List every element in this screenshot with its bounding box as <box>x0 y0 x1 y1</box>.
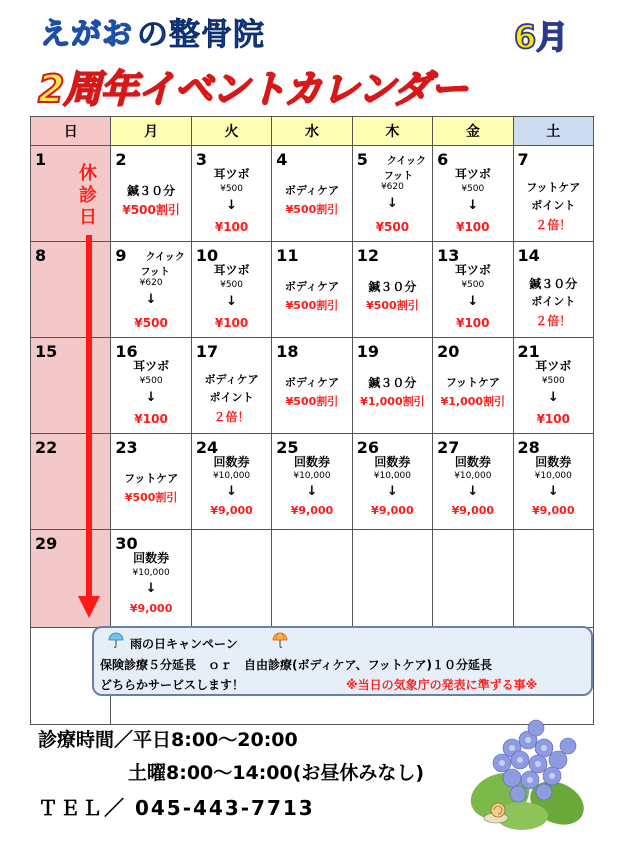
day-cell-7 <box>513 146 593 242</box>
event-name: ポイント <box>209 391 254 404</box>
day-cell-10 <box>191 242 271 338</box>
weekday-thu: 木 <box>352 117 432 146</box>
hours-weekday: 診療時間／平日8:00～20:00 <box>38 729 298 751</box>
arrow-down-icon: ↓ <box>226 294 237 309</box>
event-price: ¥10,000 <box>132 568 170 578</box>
arrow-down-icon: ↓ <box>467 484 479 499</box>
event-name: ボディケア <box>204 373 259 386</box>
event-name: フット <box>383 171 414 182</box>
page-title: 2周年イベントカレンダー <box>38 67 467 111</box>
event-name: 耳ツボ <box>454 263 491 277</box>
event-price: ¥10,000 <box>212 471 251 481</box>
day-cell-26 <box>352 434 432 530</box>
event-name: 回数券 <box>213 455 250 469</box>
day-cell-25 <box>272 434 352 530</box>
event-name: 耳ツボ <box>133 359 170 373</box>
event-price: ¥500 <box>220 184 243 194</box>
event-price: ¥9,000 <box>290 504 334 517</box>
event-bonus: ２倍！ <box>535 314 572 328</box>
event-name: クイック <box>386 156 427 167</box>
day-number: 20 <box>437 342 460 361</box>
arrow-down-icon: ↓ <box>386 484 398 499</box>
day-cell-18 <box>272 338 352 434</box>
day-cell-9 <box>111 242 191 338</box>
event-name: 耳ツボ <box>213 263 250 277</box>
event-name: 耳ツボ <box>213 167 250 181</box>
day-cell-23 <box>111 434 191 530</box>
event-name: クイック <box>145 252 185 263</box>
event-name: フットケア <box>124 472 179 485</box>
event-name: 鍼３０分 <box>368 280 417 294</box>
day-cell-2 <box>111 146 191 242</box>
campaign-note: ※当日の気象庁の発表に準ずる事※ <box>346 678 538 692</box>
day-number: 9 <box>115 246 127 265</box>
event-price: ¥100 <box>456 220 490 234</box>
event-name: 鍼３０分 <box>529 277 578 291</box>
day-cell-13 <box>433 242 513 338</box>
event-name: ボディケア <box>284 184 340 197</box>
weekday-fri: 金 <box>433 117 513 146</box>
day-cell-15 <box>31 338 111 434</box>
campaign-detail: 保険診療５分延長 ｏｒ 自由診療(ボディケア、フットケア)１０分延長 <box>100 658 492 672</box>
day-cell-16 <box>111 338 191 434</box>
hours-saturday: 土曜8:00～14:00(お昼休みなし) <box>128 762 425 784</box>
day-cell-17 <box>191 338 271 434</box>
event-price: ¥500割引 <box>122 203 180 217</box>
weekday-sun: 日 <box>31 117 111 146</box>
closed-char: 日 <box>79 207 97 228</box>
day-number: 15 <box>35 342 58 361</box>
event-price: ¥500 <box>220 280 243 290</box>
event-bonus: ２倍！ <box>535 218 572 232</box>
closed-arrow-shaft <box>86 235 92 599</box>
day-cell-20 <box>433 338 513 434</box>
weekday-wed: 水 <box>272 117 352 146</box>
event-price: ¥500 <box>375 220 410 234</box>
event-price: ¥620 <box>380 182 404 192</box>
empty-cell <box>352 530 432 628</box>
empty-cell <box>433 530 513 628</box>
phone-number: ＴＥＬ／ 045-443-7713 <box>38 796 315 820</box>
day-number: 10 <box>195 246 219 265</box>
arrow-down-icon: ↓ <box>226 484 237 499</box>
day-cell-30 <box>111 530 191 628</box>
arrow-down-icon: ↓ <box>145 581 157 596</box>
event-price: ¥9,000 <box>451 504 495 517</box>
event-name: フット <box>140 267 170 278</box>
umbrella-icon <box>272 632 288 648</box>
arrow-down-icon: ↓ <box>386 196 398 211</box>
event-name: 回数券 <box>535 455 572 469</box>
week-row <box>31 242 594 338</box>
day-cell-12 <box>352 242 432 338</box>
event-price: ¥500 <box>461 280 485 290</box>
day-number: 17 <box>195 342 219 361</box>
event-price: ¥10,000 <box>454 471 492 481</box>
event-name: ボディケア <box>284 376 340 389</box>
day-number: 13 <box>437 246 460 265</box>
event-price: ¥500 <box>139 376 163 386</box>
day-number: 5 <box>356 150 368 169</box>
day-number: 24 <box>195 438 219 457</box>
event-price: ¥500割引 <box>285 203 339 216</box>
event-name: 回数券 <box>133 551 170 565</box>
day-number: 1 <box>35 150 47 169</box>
logo-kanji: の整骨院 <box>137 16 265 53</box>
day-cell-28 <box>513 434 593 530</box>
event-name: 耳ツボ <box>454 167 491 181</box>
day-number: 27 <box>437 438 460 457</box>
logo-kana: えがお <box>40 17 133 52</box>
event-price: ¥500割引 <box>285 299 339 312</box>
event-name: 回数券 <box>454 455 491 469</box>
day-cell-14 <box>513 242 593 338</box>
week-row <box>31 338 594 434</box>
empty-cell <box>191 530 271 628</box>
day-number: 8 <box>35 246 47 265</box>
empty-cell <box>272 530 352 628</box>
event-price: ¥100 <box>134 412 168 426</box>
event-name: 鍼３０分 <box>127 184 176 198</box>
event-price: ¥1,000割引 <box>440 395 506 408</box>
campaign-title: 雨の日キャンペーン <box>130 637 238 651</box>
event-name: ポイント <box>531 199 576 212</box>
week-row <box>31 146 594 242</box>
event-price: ¥100 <box>536 412 570 426</box>
day-number: 23 <box>115 438 138 457</box>
event-price: ¥500割引 <box>366 299 419 312</box>
day-cell-22 <box>31 434 111 530</box>
day-cell-19 <box>352 338 432 434</box>
day-number: 4 <box>276 150 288 169</box>
event-price: ¥9,000 <box>532 504 575 517</box>
event-name: ボディケア <box>284 280 340 293</box>
closed-char: 休 <box>79 163 97 184</box>
arrow-down-icon <box>78 596 100 618</box>
empty-cell <box>513 530 593 628</box>
day-cell-27 <box>433 434 513 530</box>
weekday-mon: 月 <box>111 117 191 146</box>
event-price: ¥500 <box>541 376 565 386</box>
day-cell-3 <box>191 146 271 242</box>
event-name: 耳ツボ <box>535 359 572 373</box>
closed-char: 診 <box>79 185 97 206</box>
day-number: 19 <box>356 342 379 361</box>
day-cell-8 <box>31 242 111 338</box>
day-number: 16 <box>115 342 138 361</box>
event-price: ¥10,000 <box>534 471 572 481</box>
event-name: フットケア <box>526 181 581 194</box>
day-number: 25 <box>276 438 299 457</box>
day-number: 12 <box>356 246 379 265</box>
event-price: ¥500 <box>134 316 168 330</box>
weekday-sat: 土 <box>513 117 593 146</box>
event-price: ¥500割引 <box>285 395 339 408</box>
day-number: 28 <box>517 438 540 457</box>
day-number: 21 <box>517 342 540 361</box>
event-price: ¥500割引 <box>124 491 178 504</box>
day-cell-5 <box>352 146 432 242</box>
event-price: ¥100 <box>214 316 249 330</box>
arrow-down-icon: ↓ <box>145 390 157 405</box>
day-number: 29 <box>35 534 58 553</box>
month-label: 6月 <box>514 18 569 56</box>
day-cell-21 <box>513 338 593 434</box>
arrow-down-icon: ↓ <box>467 198 479 213</box>
day-number: 14 <box>517 246 540 265</box>
event-price: ¥100 <box>214 220 249 234</box>
arrow-down-icon: ↓ <box>547 390 559 405</box>
day-cell-11 <box>272 242 352 338</box>
arrow-down-icon: ↓ <box>145 292 157 307</box>
day-cell-24 <box>191 434 271 530</box>
day-number: 6 <box>437 150 449 169</box>
weekday-tue: 火 <box>191 117 271 146</box>
clinic-logo <box>40 10 340 52</box>
week-row <box>31 434 594 530</box>
day-cell-4 <box>272 146 352 242</box>
event-bonus: ２倍！ <box>213 410 250 424</box>
event-price: ¥10,000 <box>293 471 331 481</box>
day-number: 7 <box>517 150 529 169</box>
event-price: ¥10,000 <box>373 471 411 481</box>
day-number: 30 <box>115 534 138 553</box>
rainy-day-campaign-box <box>92 626 593 696</box>
day-number: 11 <box>276 246 299 265</box>
arrow-down-icon: ↓ <box>306 484 318 499</box>
event-name: 回数券 <box>293 455 330 469</box>
week-row <box>31 530 594 628</box>
event-price: ¥620 <box>139 278 163 288</box>
event-name: フットケア <box>445 376 500 389</box>
event-price: ¥9,000 <box>210 504 253 517</box>
event-price: ¥100 <box>456 316 490 330</box>
campaign-detail: どちらかサービスします！ <box>100 678 245 692</box>
arrow-down-icon: ↓ <box>467 294 479 309</box>
closed-label <box>76 163 100 229</box>
day-number: 3 <box>195 150 207 169</box>
day-cell-6 <box>433 146 513 242</box>
event-price: ¥9,000 <box>129 602 173 615</box>
event-name: 回数券 <box>374 455 411 469</box>
day-number: 18 <box>276 342 299 361</box>
weekday-header-row <box>31 117 594 146</box>
arrow-down-icon: ↓ <box>547 484 559 499</box>
arrow-down-icon: ↓ <box>226 198 237 213</box>
day-number: 2 <box>115 150 127 169</box>
day-number: 22 <box>35 438 58 457</box>
event-price: ¥1,000割引 <box>360 395 425 408</box>
hydrangea-illustration <box>452 708 602 836</box>
event-price: ¥9,000 <box>371 504 414 517</box>
umbrella-icon <box>108 632 124 648</box>
event-name: 鍼３０分 <box>368 376 417 390</box>
day-number: 26 <box>356 438 379 457</box>
event-name: ポイント <box>531 295 576 308</box>
event-price: ¥500 <box>461 184 485 194</box>
